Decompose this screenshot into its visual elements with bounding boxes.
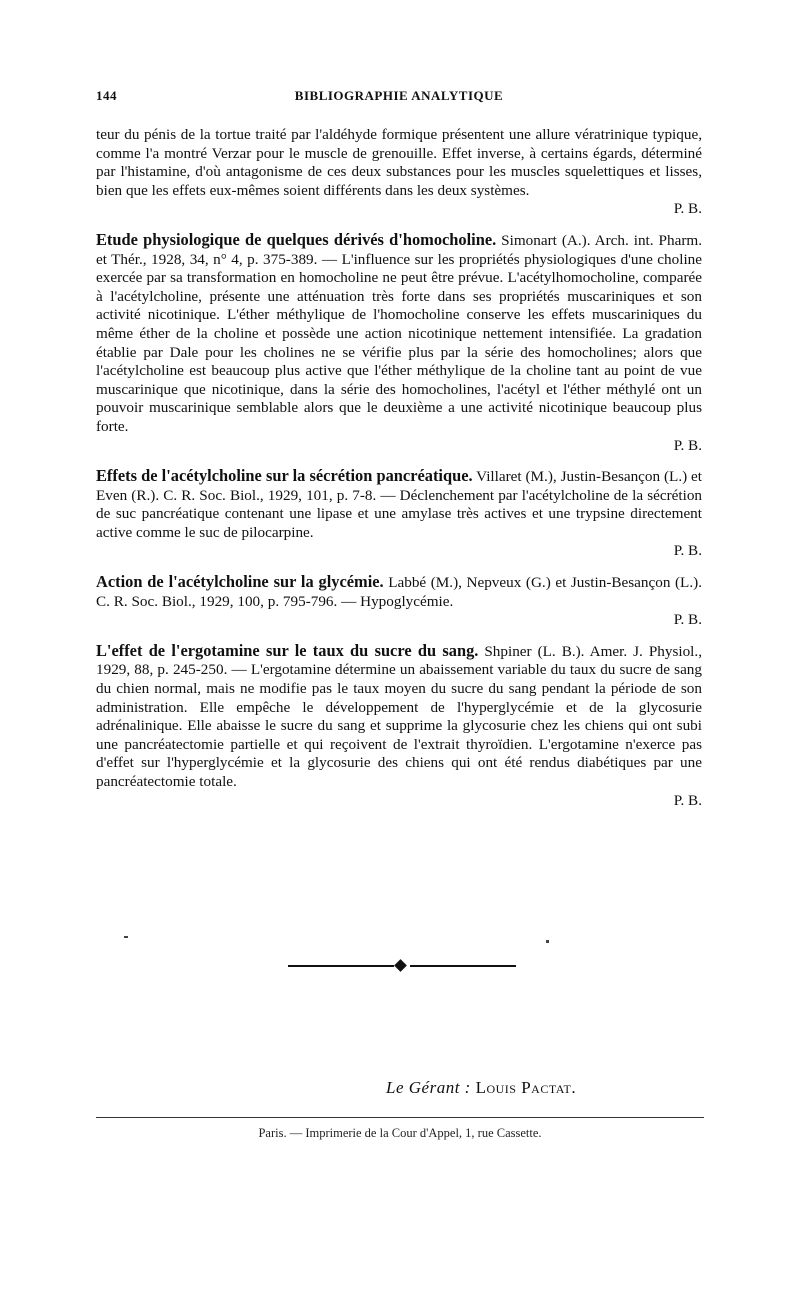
printer-imprint: Paris. — Imprimerie de la Cour d'Appel, 1, rue Cassette.: [258, 1126, 542, 1140]
entry-text: Déclenchement par l'acétylcholine de la sécrétion de suc pancréatique contenant une lipase et une amylase très actives et une trypsine directement active comme le suc de pilocarpine.: [96, 486, 703, 541]
entry-title: Action de l'acétylcholine sur la glycémie.: [96, 572, 384, 592]
page-content: [96, 88, 702, 822]
entry-citation: Shpiner (L. B.). Amer. J. Physiol., 1929, 88, p. 245-250. —: [96, 642, 702, 679]
gerant-label: Le Gérant :: [386, 1078, 471, 1097]
entry-citation: Villaret (M.), Justin-Besançon (L.) et Even (R.). C. R. Soc. Biol., 1929, 101, p. 7-8. —: [96, 468, 702, 504]
diamond-icon: [394, 959, 407, 972]
running-title: BIBLIOGRAPHIE ANALYTIQUE: [294, 88, 504, 103]
entry-text: Hypoglycémie.: [360, 592, 454, 610]
entry-text: L'influence sur les propriétés physiologiques d'une choline exercée par sa transformation en homocholine ne peut être prévue. L'acétylhomocholine, comparée à l'acétylcholine, présente une atténuation très forte dans ses propriétés muscariniques et son activité nicotinique. L'éther méthylique de l'homocholine conserve les effets muscariniques du même éther de la choline et possède une action nicotinique nettement intensifiée. La gradation établie par Dale pour les cholines ne se vérifie plus par la série des homocholines; alors que l'acétylcholine est beaucoup plus active que l'éther méthylique de la choline tant au point de vue muscarinique que nicotinique, dans la série des homocholines, l'acétyl et l'éther méthylé ont un pouvoir muscarinique semblable alors que le deuxième a une activité nicotinique beaucoup plus forte.: [96, 250, 703, 435]
speck-mark: [546, 940, 549, 943]
entry-citation: Simonart (A.). Arch. int. Pharm. et Thér., 1928, 34, n° 4, p. 375-389. —: [96, 231, 702, 268]
signature: P. B.: [673, 791, 702, 809]
entry-title: Effets de l'acétylcholine sur la sécrétion pancréatique.: [96, 466, 473, 486]
footer-rule: [96, 1117, 704, 1118]
article-body: [96, 126, 702, 810]
entry-text: teur du pénis de la tortue traité par l'aldéhyde formique présentent une allure vératrinique typique, comme l'a montré Verzar pour le muscle de grenouille. Effet inverse, à certains égards, déterminé par l'histamine, d'où antagonisme de ces deux substances pour les muscles squelettiques et lisses, bien que les effets eux-mêmes soient différents dans les deux systèmes.: [96, 126, 702, 199]
entry-homocholine: [96, 231, 702, 455]
signature: P. B.: [673, 436, 702, 454]
ornamental-divider: [288, 960, 516, 972]
entry-ergotamine: [96, 642, 702, 810]
speck-mark: [124, 936, 128, 938]
divider-line-right: [410, 965, 516, 967]
page-number: 144: [96, 88, 117, 103]
entry-glycemie: [96, 573, 702, 630]
continuation-paragraph: [96, 126, 702, 219]
entry-title: L'effet de l'ergotamine sur le taux du sucre du sang.: [96, 640, 479, 660]
signature: P. B.: [673, 200, 702, 218]
entry-title: Etude physiologique de quelques dérivés d'homocholine.: [96, 229, 497, 249]
entry-secretion-pancreatique: [96, 467, 702, 561]
entry-text: L'ergotamine détermine un abaissement variable du taux du sucre de sang du chien normal, mais ne modifie pas le taux moyen du sucre du sang pendant la période de son administration. Elle empêche le développement de l'hyperglycémie et de la glycosurie adrénalinique. Elle abaisse le sucre du sang et supprime la glycosurie chez les chiens qui ont subi une pancréatectomie partielle et qui reçoivent de l'extrait thyroïdien. L'ergotamine n'exerce pas d'effet sur l'hyperglycémie et la glycosurie des chiens qui ont été rendus diabétiques par une pancréatectomie totale.: [96, 661, 702, 790]
running-head: [96, 88, 702, 112]
signature: P. B.: [673, 542, 702, 560]
gerant-name: Louis Pactat.: [475, 1078, 577, 1097]
divider-line-left: [288, 965, 394, 967]
gerant-line: [386, 1078, 576, 1098]
signature: P. B.: [673, 611, 702, 629]
entry-citation: Labbé (M.), Nepveux (G.) et Justin-Besançon (L.). C. R. Soc. Biol., 1929, 100, p. 795-796. —: [96, 574, 702, 610]
